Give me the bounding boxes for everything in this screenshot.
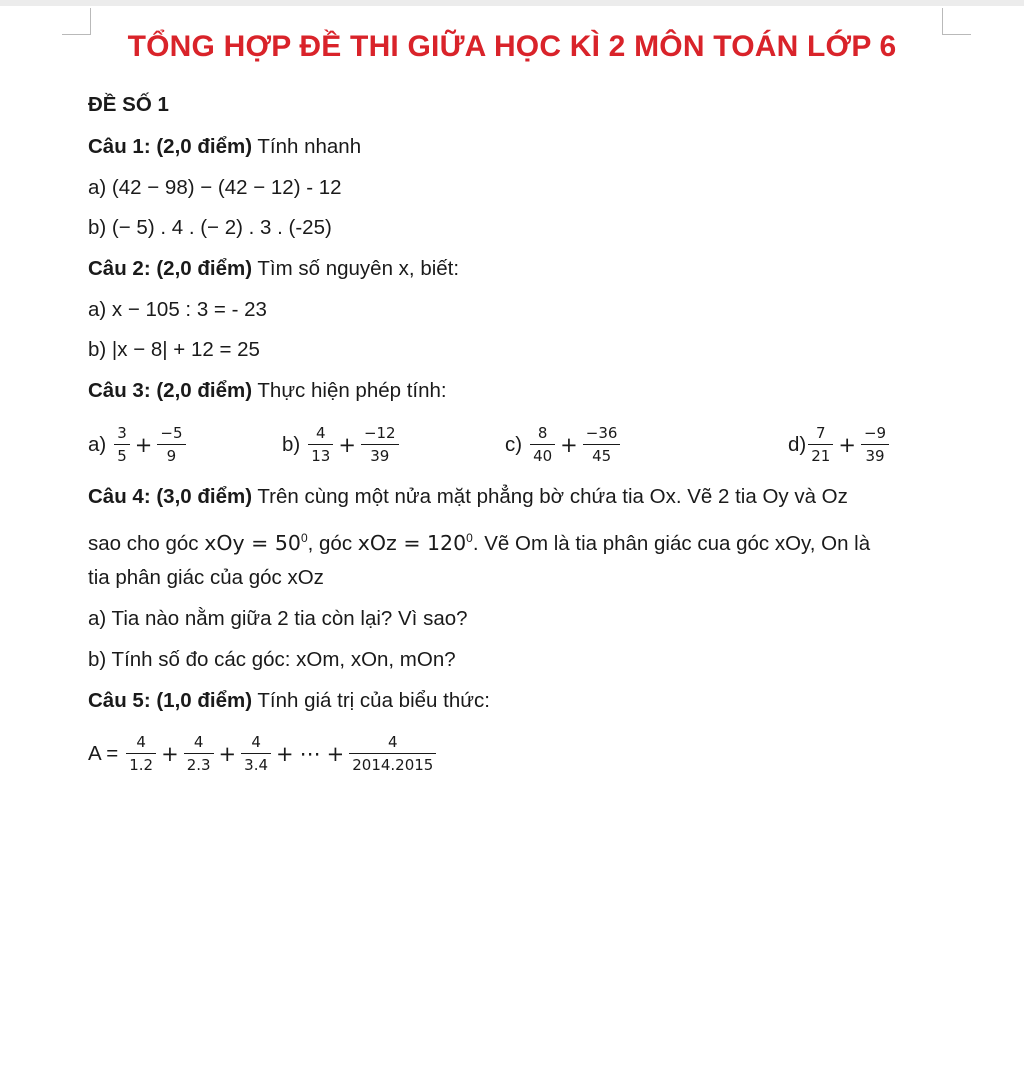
- q3-item-a: [88, 417, 188, 473]
- fraction: $\frac{7}{21}$: [808, 426, 833, 464]
- ellipsis: ⋯: [299, 742, 321, 766]
- q5-label: Câu 5:: [88, 689, 151, 712]
- q4-part-a: a) Tia nào nằm giữa 2 tia còn lại? Vì sao?: [88, 607, 468, 630]
- fraction: $\frac{4}{2.3}$: [184, 735, 214, 773]
- q5-points: (1,0 điểm): [156, 689, 253, 712]
- q4-label: Câu 4:: [88, 485, 151, 508]
- fraction: $\frac{-9}{39}$: [861, 426, 889, 464]
- plus-sign: +: [326, 742, 345, 766]
- q1-heading: [88, 135, 361, 159]
- q3-item-a-label: a): [88, 433, 107, 456]
- q3-heading: [88, 379, 447, 403]
- plus-sign: +: [838, 433, 856, 457]
- q4-part-b: b) Tính số đo các góc: xOm, xOn, mOn?: [88, 648, 456, 671]
- q4-line3: tia phân giác của góc xOz: [88, 566, 324, 589]
- q3-label: Câu 3:: [88, 379, 151, 402]
- fraction: $\frac{3}{5}$: [114, 426, 130, 464]
- plus-sign: +: [134, 433, 153, 457]
- fraction: $\frac{4}{3.4}$: [241, 735, 271, 773]
- q2-points: (2,0 điểm): [156, 257, 253, 280]
- expr-lhs: A =: [88, 742, 119, 765]
- fraction: $\frac{-12}{39}$: [361, 426, 399, 464]
- degree-mark: 0: [300, 531, 308, 545]
- plus-sign: +: [276, 742, 294, 766]
- q3-prompt: Thực hiện phép tính:: [257, 379, 447, 402]
- top-strip: [0, 0, 1024, 6]
- q5-expression: [88, 724, 438, 784]
- q3-item-d: [788, 417, 891, 473]
- q2-heading: [88, 257, 459, 281]
- fraction: $\frac{4}{1.2}$: [126, 735, 156, 773]
- document-title: TỔNG HỢP ĐỀ THI GIỮA HỌC KÌ 2 MÔN TOÁN LỚP 6: [127, 30, 897, 63]
- fraction: $\frac{4}{13}$: [308, 426, 333, 464]
- q2-label: Câu 2:: [88, 257, 151, 280]
- q1-prompt: Tính nhanh: [257, 135, 362, 158]
- q3-points: (2,0 điểm): [156, 379, 253, 402]
- q2-part-a: a) x − 105 : 3 = - 23: [88, 298, 267, 321]
- q3-item-d-label: d): [788, 433, 807, 456]
- q2-prompt: Tìm số nguyên x, biết:: [257, 257, 460, 280]
- q2-part-b: b) |x − 8| + 12 = 25: [88, 338, 260, 361]
- q3-item-b-label: b): [282, 433, 301, 456]
- q5-heading: [88, 689, 490, 713]
- q3-item-b: [282, 417, 401, 473]
- exam-label: ĐỀ SỐ 1: [88, 93, 169, 116]
- q1-points: (2,0 điểm): [156, 135, 253, 158]
- fraction: $\frac{8}{40}$: [530, 426, 555, 464]
- q3-item-c-label: c): [505, 433, 523, 456]
- q4-line1: Trên cùng một nửa mặt phẳng bờ chứa tia Ox. Vẽ 2 tia Oy và Oz: [257, 485, 848, 508]
- fraction: $\frac{-36}{45}$: [583, 426, 621, 464]
- q1-part-a: a) (42 − 98) − (42 − 12) - 12: [88, 176, 342, 199]
- fraction: $\frac{-5}{9}$: [157, 426, 185, 464]
- plus-sign: +: [218, 742, 237, 766]
- q3-item-c: [505, 417, 622, 473]
- q4-heading: [88, 485, 848, 509]
- q5-prompt: Tính giá trị của biểu thức:: [257, 689, 490, 712]
- q1-part-b: b) (− 5) . 4 . (− 2) . 3 . (-25): [88, 216, 332, 239]
- plus-sign: +: [560, 433, 578, 457]
- plus-sign: +: [161, 742, 179, 766]
- q4-points: (3,0 điểm): [156, 485, 253, 508]
- degree-mark: 0: [466, 531, 473, 545]
- fraction-last: $\frac{4}{2014.2015}$: [349, 735, 436, 773]
- q1-label: Câu 1:: [88, 135, 151, 158]
- plus-sign: +: [338, 433, 356, 457]
- q4-line2: sao cho góc xOy = $50^0$, góc xOz = $120^0$. Vẽ Om là tia phân giác cua góc xOy, On là: [88, 530, 871, 555]
